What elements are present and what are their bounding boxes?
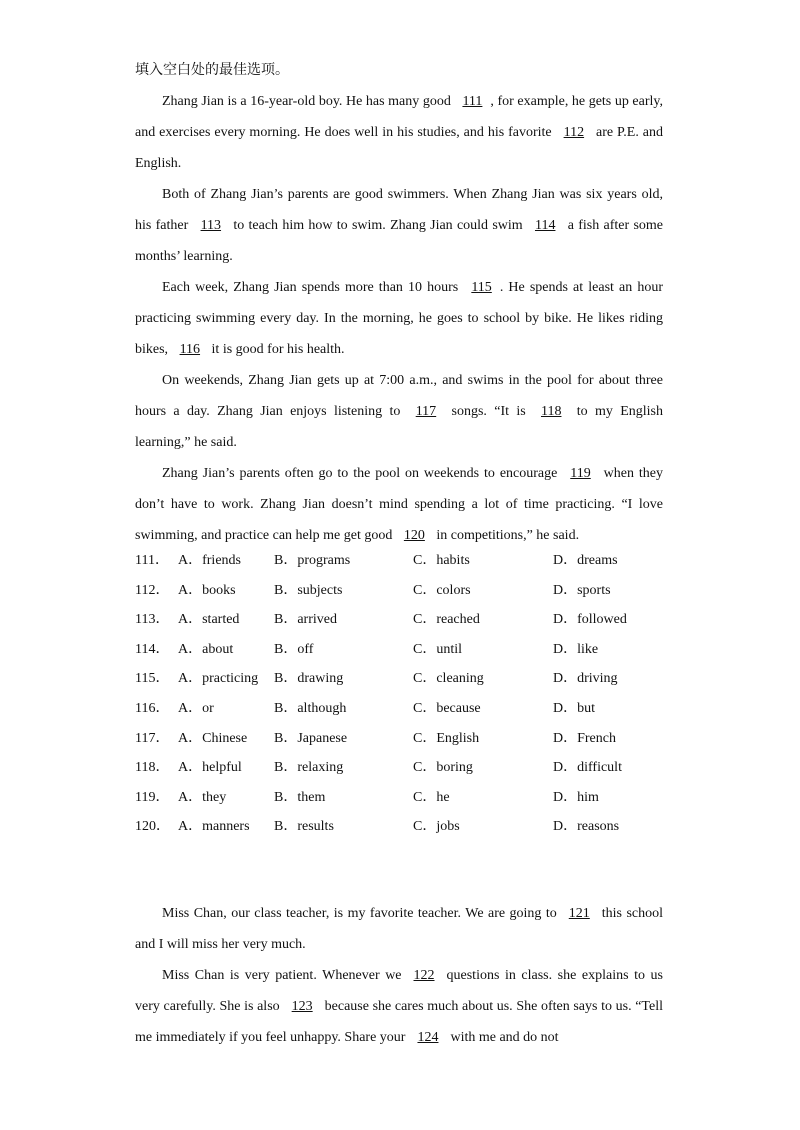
question-number: 119． (135, 789, 170, 805)
passage-text: . He spends at least an hour practicing swimming every day. In the morning, he goes to school by bike. He likes riding bikes, (135, 280, 663, 357)
passage-text: with me and do not (450, 1030, 559, 1045)
passage-text: a fish after some months’ learning. (135, 218, 663, 264)
cloze-passage-1 (135, 86, 663, 551)
blank-117: 117 (415, 404, 437, 419)
passage-text: songs. “It is (444, 404, 533, 419)
option-c: C．habits (413, 553, 470, 568)
option-a: A．manners (178, 819, 250, 835)
option-d: D．difficult (553, 760, 622, 776)
question-number: 118． (135, 760, 170, 776)
question-row (135, 783, 695, 813)
option-b: B．arrived (274, 612, 337, 628)
paragraph (135, 898, 663, 960)
question-number: 114． (135, 641, 170, 657)
option-a: A．started (178, 612, 240, 628)
question-number: 112． (135, 582, 170, 598)
question-number: 116． (135, 700, 170, 716)
question-row (135, 576, 695, 606)
option-b: B．programs (274, 553, 351, 568)
paragraph (135, 960, 663, 1053)
blank-124: 124 (417, 1030, 439, 1045)
passage-text: because she cares much about us. She often says to us. “Tell me immediately if you feel unhappy. Share your (135, 999, 663, 1045)
question-row (135, 694, 695, 724)
question-row (135, 812, 695, 842)
question-row (135, 724, 695, 754)
option-a: A．books (178, 582, 236, 598)
option-b: B．relaxing (274, 760, 344, 776)
passage-text: Both of Zhang Jian’s parents are good swimmers. When Zhang Jian was six years old, his father (135, 187, 663, 233)
option-d: D．him (553, 789, 599, 805)
passage-text: questions in class. she explains to us very carefully. She is also (135, 968, 663, 1014)
question-row (135, 753, 695, 783)
option-b: B．drawing (274, 671, 344, 687)
question-number: 115． (135, 671, 170, 687)
option-c: C．cleaning (413, 671, 484, 687)
option-d: D．followed (553, 612, 627, 628)
passage-text: in competitions,” he said. (432, 528, 580, 543)
blank-123: 123 (291, 999, 313, 1014)
option-a: A．they (178, 789, 227, 805)
passage-text: Miss Chan, our class teacher, is my favorite teacher. We are going to (162, 906, 557, 921)
option-d: D．like (553, 641, 599, 657)
paragraph (135, 86, 663, 179)
option-d: D．French (553, 730, 616, 746)
option-c: C．colors (413, 582, 471, 598)
passage-text: Zhang Jian’s parents often go to the pool on weekends to encourage (162, 466, 563, 481)
passage-text: when they don’t have to work. Zhang Jian doesn’t mind spending a lot of time practicing. “I love swimming, and practice can help me get good (135, 466, 663, 543)
option-b: B．results (274, 819, 334, 835)
question-row (135, 635, 695, 665)
option-b: B．off (274, 641, 314, 657)
passage-text: Each week, Zhang Jian spends more than 10 hours (162, 280, 464, 295)
blank-112: 112 (563, 125, 585, 140)
option-c: C．reached (413, 612, 480, 628)
passage-text: to teach him how to swim. Zhang Jian could swim (229, 218, 527, 233)
passage-text: are P.E. and English. (135, 125, 663, 171)
paragraph (135, 365, 663, 458)
answer-options (135, 546, 695, 842)
blank-118: 118 (540, 404, 562, 419)
blank-113: 113 (200, 218, 222, 233)
passage-text: to my English learning,” he said. (135, 404, 663, 450)
question-row (135, 664, 695, 694)
blank-111: 111 (462, 94, 483, 109)
paragraph (135, 179, 663, 272)
option-c: C．he (413, 789, 450, 805)
cloze-passage-2 (135, 898, 663, 1053)
option-b: B．them (274, 789, 326, 805)
option-a: A．friends (178, 553, 241, 568)
question-number: 120． (135, 819, 170, 835)
option-a: A．about (178, 641, 234, 657)
passage-text: it is good for his health. (208, 342, 345, 357)
blank-121: 121 (568, 906, 590, 921)
question-number: 111． (135, 553, 169, 568)
question-row (135, 546, 695, 576)
paragraph (135, 272, 663, 365)
option-c: C．jobs (413, 819, 460, 835)
blank-119: 119 (570, 466, 591, 481)
passage-text: On weekends, Zhang Jian gets up at 7:00 a.m., and swims in the pool for about three hours a day. Zhang Jian enjoys listening to (135, 373, 663, 419)
paragraph (135, 458, 663, 551)
option-b: B．although (274, 700, 347, 716)
blank-114: 114 (534, 218, 556, 233)
option-a: A．practicing (178, 671, 259, 687)
option-b: B．subjects (274, 582, 343, 598)
instruction-text: 填入空白处的最佳选项。 (135, 63, 289, 78)
passage-text: Miss Chan is very patient. Whenever we (162, 968, 402, 983)
blank-120: 120 (403, 528, 425, 543)
blank-122: 122 (413, 968, 435, 983)
passage-text: this school and I will miss her very much. (135, 906, 663, 952)
option-a: A．or (178, 700, 214, 716)
option-d: D．sports (553, 582, 611, 598)
option-c: C．English (413, 730, 480, 746)
blank-116: 116 (179, 342, 201, 357)
option-c: C．boring (413, 760, 473, 776)
blank-115: 115 (471, 280, 492, 295)
question-number: 113． (135, 612, 170, 628)
question-number: 117． (135, 730, 170, 746)
option-b: B．Japanese (274, 730, 348, 746)
option-d: D．but (553, 700, 595, 716)
option-a: A．Chinese (178, 730, 248, 746)
option-c: C．until (413, 641, 463, 657)
option-d: D．dreams (553, 553, 618, 568)
passage-text: , for example, he gets up early, and exercises every morning. He does well in his studies, and his favorite (135, 94, 663, 140)
question-row (135, 605, 695, 635)
option-d: D．driving (553, 671, 618, 687)
option-d: D．reasons (553, 819, 620, 835)
option-a: A．helpful (178, 760, 242, 776)
passage-text: Zhang Jian is a 16-year-old boy. He has many good (162, 94, 455, 109)
option-c: C．because (413, 700, 481, 716)
